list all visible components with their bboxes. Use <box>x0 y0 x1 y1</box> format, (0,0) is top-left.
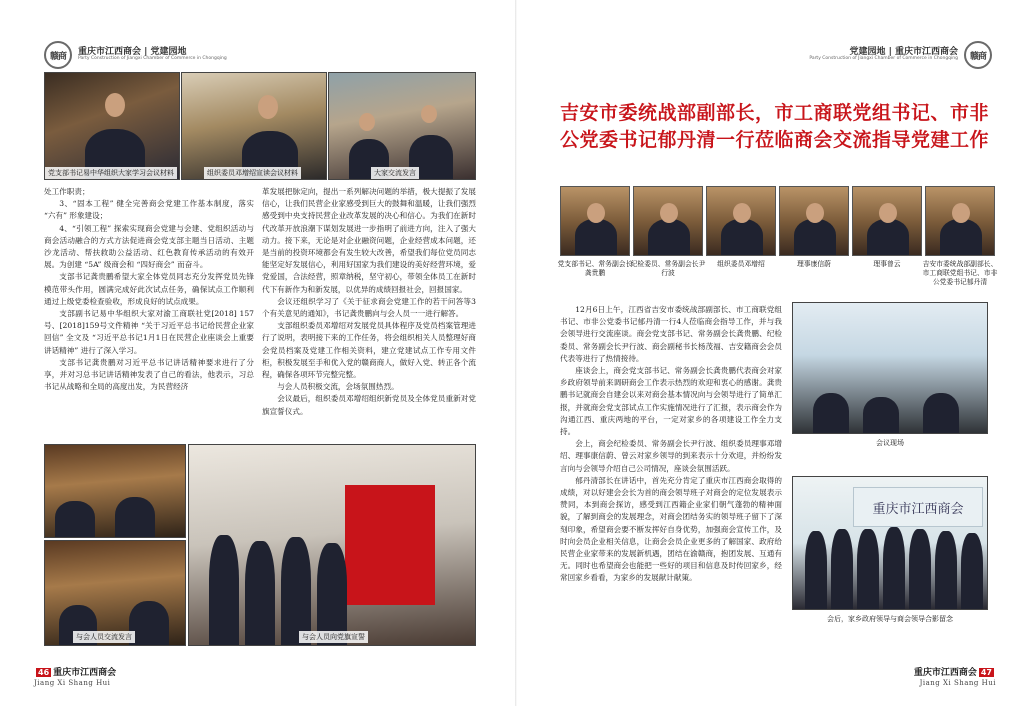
photo-members-discussion-1 <box>44 444 186 538</box>
chamber-logo-icon: 赣商 <box>964 41 992 69</box>
header-left-title: 重庆市江西商会 | 党建园地 <box>78 46 187 57</box>
paragraph: 12月6日上午，江西省吉安市委统战部副部长、市工商联党组书记、市非公党委书记郁丹清一行4人莅临商会指导工作，并与我会领导进行交流座谈。商会党支部书记、常务副会长龚贵鹏、纪检委员、常务副会长尹行波、商会副秘书长杨茂福、吉安籍商会会员代表等进行了热情接待。 <box>560 305 782 363</box>
portrait-kang-xinwei <box>779 186 849 256</box>
paragraph: 处工作职责； <box>44 187 90 196</box>
photo-group-picture <box>792 476 988 610</box>
page-number: 46 <box>38 668 50 677</box>
left-text-column-2 <box>262 186 476 418</box>
article-title: 吉安市委统战部副部长，市工商联党组书记、市非公党委书记郁丹清一行莅临商会交流指导党建工作 <box>560 102 990 151</box>
portrait-gong-guipeng <box>560 186 630 256</box>
header-right-subtitle: Party Construction of Jiangxi Chamber of Commerce in Chongqing <box>809 56 958 62</box>
portrait-yin-xingbo <box>633 186 703 256</box>
paragraph: 支部书记龚贵鹏对习近平总书记讲话精神要求进行了分享，并对习总书记讲话精神发表了自己的看法，他表示，习总书记从战略和全局的高度出发，为民营经济 <box>44 357 254 392</box>
header-right <box>803 40 992 70</box>
photo-exchange-speech <box>328 72 476 180</box>
paragraph: 郁丹清部长在讲话中，首先充分肯定了重庆市江西商会取得的成绩，对以好建会会长为首的商会领导班子对商会的定位发展表示赞同，本到商会探访，感受到江西籍企业家们朝气蓬勃的精神面貌，了解到商会的发展理念，对商会团结务实的领导班子留下了深刻印象，希望商会要不断发挥好自身优势，加强商会宣传工作，及时向会员企业相关信息，让商会会员企业更多的了解国家、政府给民营企业家带来的发展新机遇，团结在渝赣商，抱团发展、互通有无。同时也希望商会也能把一些好的项目和信息及时传回家乡，经常回家乡看看，为家乡的发展献计献策。 <box>560 475 782 583</box>
photo-caption: 会议现场 <box>876 439 904 447</box>
chamber-wall-sign: 重庆市江西商会 <box>853 487 983 527</box>
photo-study-meeting <box>44 72 180 180</box>
portrait-caption: 理事曾云 <box>873 260 901 268</box>
photo-caption: 党支部书记易中华组织大家学习会议材料 <box>45 167 177 179</box>
footer-right <box>914 660 996 687</box>
paragraph: 支部副书记易中华组织大家对渝工商联社党[2018] 157号、[2018]159号文件精神 “关于习近平总书记给民营企业家回信” 全文及 “习近平总书记1月1日在民营企业座谈会上重要讲话精神” 进行了深入学习。 <box>44 309 254 355</box>
photo-caption: 与会人员向党旗宣誓 <box>299 631 368 643</box>
photo-oath-ceremony <box>188 444 476 646</box>
portrait-caption: 吉安市委统战部副部长、市工商联党组书记、市非公党委书记郁丹清 <box>922 260 998 286</box>
photo-caption: 与会人员交流发言 <box>73 631 135 643</box>
paragraph: 4、“引领工程” 探索实现商会党建与会建、党组织活动与商会活动融合的方式方法促进商会党支部主题当日活动、主题沙龙活动、帮扶救助公益活动、红色教育传承活动的有效开展。为创建 “5A” 级商会和 “四好商会” 而奋斗。 <box>44 223 254 270</box>
party-flag <box>345 485 435 605</box>
paragraph: 支部书记龚贵鹏希望大家全体党员同志充分发挥党员先锋模范带头作用，圆满完成好此次试点任务，确保试点工作顺利通过上级党委检查验收，形成良好的试点成果。 <box>44 272 254 306</box>
paragraph: 支部组织委员邓增绍对发展党员具体程序及党员档案管理进行了说明，表明接下来的工作任务，将会组织相关人员整理好商会党员档案及党建工作相关资料，建立党建试点工作专用文件柜，积极发展至手和优入党的赣商商人，做好入党、转正各个流程，确保各项环节完整完整。 <box>262 321 476 380</box>
photo-caption: 大家交流发言 <box>371 167 419 179</box>
paragraph: 会议最后，组织委员邓增绍组织新党员及全体党员重新对党旗宣誓仪式。 <box>262 394 476 416</box>
photo-members-discussion-2 <box>44 540 186 646</box>
chamber-logo-icon: 赣商 <box>44 41 72 69</box>
page-number: 47 <box>980 668 992 677</box>
header-left <box>44 40 233 70</box>
paragraph: 革发展把脉定向，提出一系列解决问题的举措，极大提振了发展信心，让我们民营企业家感受到巨大的鼓舞和温暖，让我们强烈感受到中央支持民营企业改革发展的决心和信心。为我们在新时代改革开放浪潮下谋划发展进一步指明了前进方向，注入了强大动力。接下来，无论是对企业融资问题，企业经营成本问题，还是当前的投资环境都会有发生较大改善，希望我们每位党员同志能坚定好发展信心，利用好国家为我们建设的美好经营环境，爱党爱国，合法经营，照章纳税，坚守初心，带领全体员工在新时代下有新作为和新发展，以优异的成绩回报社会，回报国家。 <box>262 187 476 294</box>
page-gutter <box>515 0 517 706</box>
portrait-zeng-yun <box>852 186 922 256</box>
portrait-caption: 党支部书记、常务副会长龚贵鹏 <box>557 260 633 277</box>
portrait-caption: 理事康信蔚 <box>797 260 831 268</box>
footer-name: 重庆市江西商会 <box>53 668 117 678</box>
portrait-yu-danqing <box>925 186 995 256</box>
paragraph: 座谈会上，商会党支部书记、常务副会长龚贵鹏代表商会对家乡政府领导前来调研商会工作表示热烈的欢迎和衷心的感谢。龚贵鹏书记就商会自建会以来对商会基本情况向与会领导进行了简单汇报，并就商会党支部试点工作实施情况进行了汇报，表示商会作为沟通江西、重庆两地的平台，一定对家乡的各项建设工作全力支持。 <box>560 366 782 437</box>
photo-meeting-venue <box>792 302 988 434</box>
paragraph: 3、“固本工程” 健全完善商会党建工作基本制度，落实 “六有” 形象建设； <box>44 199 254 221</box>
portrait-deng-zengshao <box>706 186 776 256</box>
portrait-caption: 纪检委员、常务副会长尹行波 <box>630 260 706 277</box>
paragraph: 与会人员积极交流，会场氛围热烈。 <box>277 382 399 392</box>
right-text-column <box>560 304 782 585</box>
footer-pinyin: Jiang Xi Shang Hui <box>919 679 996 687</box>
footer-pinyin: Jiang Xi Shang Hui <box>34 679 111 687</box>
photo-caption: 会后，家乡政府领导与商会领导合影留念 <box>827 615 953 623</box>
header-left-subtitle: Party Construction of Jiangxi Chamber of Commerce in Chongqing <box>78 56 227 62</box>
photo-caption: 组织委员邓增绍宣读会议材料 <box>204 167 301 179</box>
photo-reading-materials <box>181 72 327 180</box>
footer-name: 重庆市江西商会 <box>913 668 977 678</box>
portrait-caption: 组织委员邓增绍 <box>717 260 765 268</box>
header-right-title: 党建园地 | 重庆市江西商会 <box>849 46 958 57</box>
paragraph: 会议还组织学习了《关于征求商会党建工作的若干问答等3个有关意见的通知》，书记龚贵鹏向与会人员一一进行解答。 <box>262 296 476 319</box>
paragraph: 会上，商会纪检委员、常务副会长尹行波、组织委员理事邓增绍、理事康信蔚、曾云对家乡领导的到来表示十分欢迎，并纷纷发言向与会领导介绍自己公司情况，座谈会氛围活跃。 <box>560 439 782 473</box>
footer-left <box>34 660 116 687</box>
left-text-column-1 <box>44 186 254 393</box>
